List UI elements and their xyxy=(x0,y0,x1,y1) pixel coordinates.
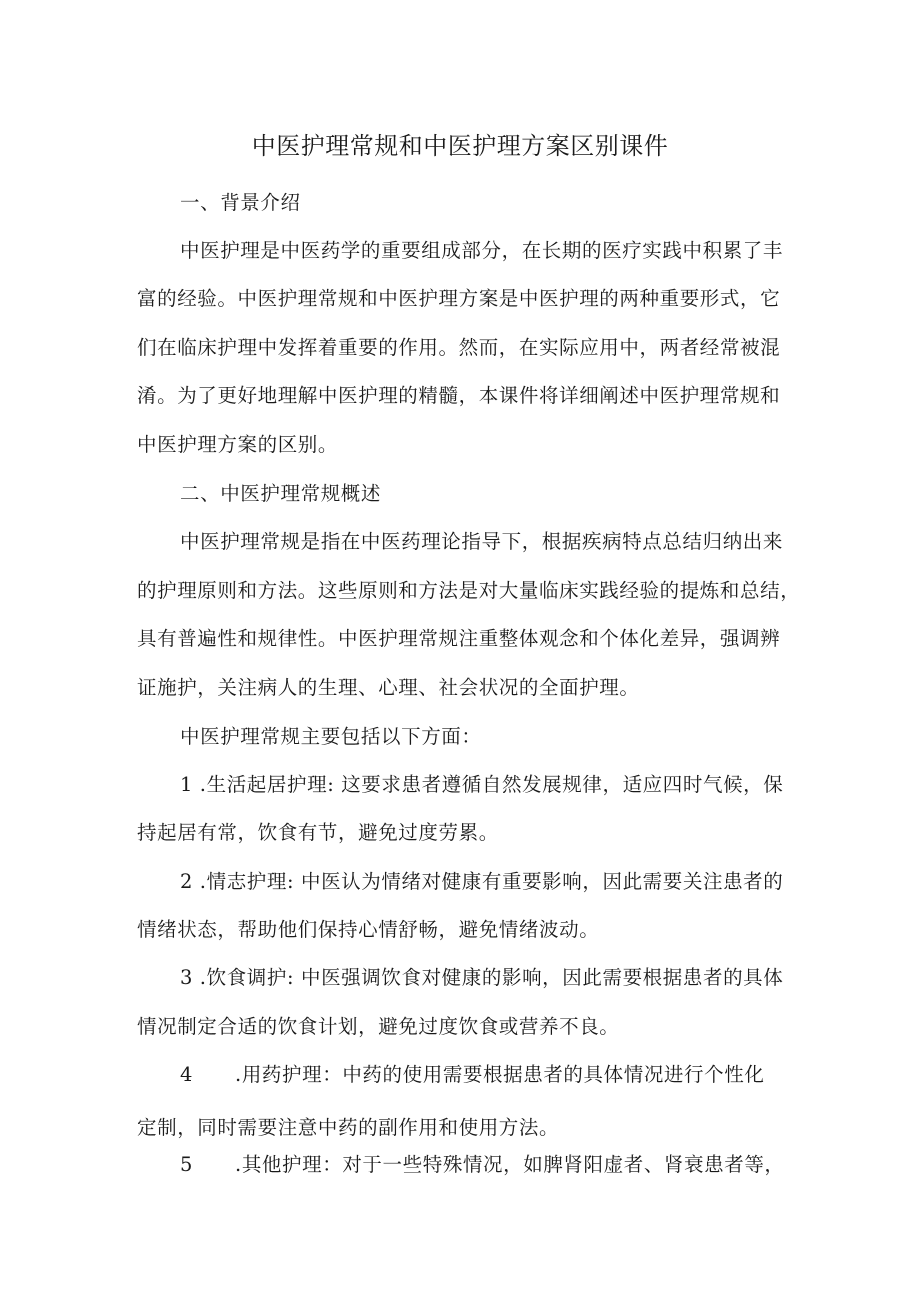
list-item-first-line: 1 .生活起居护理: 这要求患者遵循自然发展规律，适应四时气候，保 xyxy=(180,773,784,796)
paragraph-line: 中医护理常规是指在中医药理论指导下，根据疾病特点总结归纳出来 xyxy=(180,530,784,553)
list-item-second-line: 持起居有常，饮食有节，避免过度劳累。 xyxy=(137,821,499,844)
list-item-second-line: 情况制定合适的饮食计划，避免过度饮食或营养不良。 xyxy=(137,1015,620,1038)
paragraph-line: 富的经验。中医护理常规和中医护理方案是中医护理的两种重要形式，它 xyxy=(137,287,781,310)
list-intro: 中医护理常规主要包括以下方面： xyxy=(180,725,482,748)
paragraph-line: 的护理原则和方法。这些原则和方法是对大量临床实践经验的提炼和总结， xyxy=(137,579,801,602)
list-item-first-line: 3 .饮食调护: 中医强调饮食对健康的影响，因此需要根据患者的具体 xyxy=(180,966,784,989)
list-item-first-line xyxy=(180,1060,764,1090)
paragraph-line: 具有普遍性和规律性。中医护理常规注重整体观念和个体化差异，强调辨 xyxy=(137,627,781,650)
document-title: 中医护理常规和中医护理方案区别课件 xyxy=(251,132,669,160)
section-heading-overview: 二、中医护理常规概述 xyxy=(180,482,382,505)
list-item-second-line: 定制，同时需要注意中药的副作用和使用方法。 xyxy=(137,1116,560,1139)
list-item-number: 4 xyxy=(180,1063,194,1086)
paragraph-line: 中医护理方案的区别。 xyxy=(137,433,339,456)
list-item-text: .其他护理：对于一些特殊情况，如脾肾阳虚者、肾衰患者等， xyxy=(235,1153,785,1176)
list-item-text: .用药护理：中药的使用需要根据患者的具体情况进行个性化 xyxy=(235,1063,765,1086)
paragraph-line: 们在临床护理中发挥着重要的作用。然而，在实际应用中，两者经常被混 xyxy=(137,336,781,359)
paragraph-line: 证施护，关注病人的生理、心理、社会状况的全面护理。 xyxy=(137,676,640,699)
list-item-second-line: 情绪状态，帮助他们保持心情舒畅，避免情绪波动。 xyxy=(137,918,600,941)
paragraph-line: 中医护理是中医药学的重要组成部分，在长期的医疗实践中积累了丰 xyxy=(180,239,784,262)
list-item-first-line xyxy=(180,1150,785,1180)
section-heading-background: 一、背景介绍 xyxy=(180,191,301,214)
list-item-first-line: 2 .情志护理: 中医认为情绪对健康有重要影响，因此需要关注患者的 xyxy=(180,870,784,893)
paragraph-line: 淆。为了更好地理解中医护理的精髓，本课件将详细阐述中医护理常规和 xyxy=(137,384,781,407)
list-item-number: 5 xyxy=(180,1153,194,1176)
